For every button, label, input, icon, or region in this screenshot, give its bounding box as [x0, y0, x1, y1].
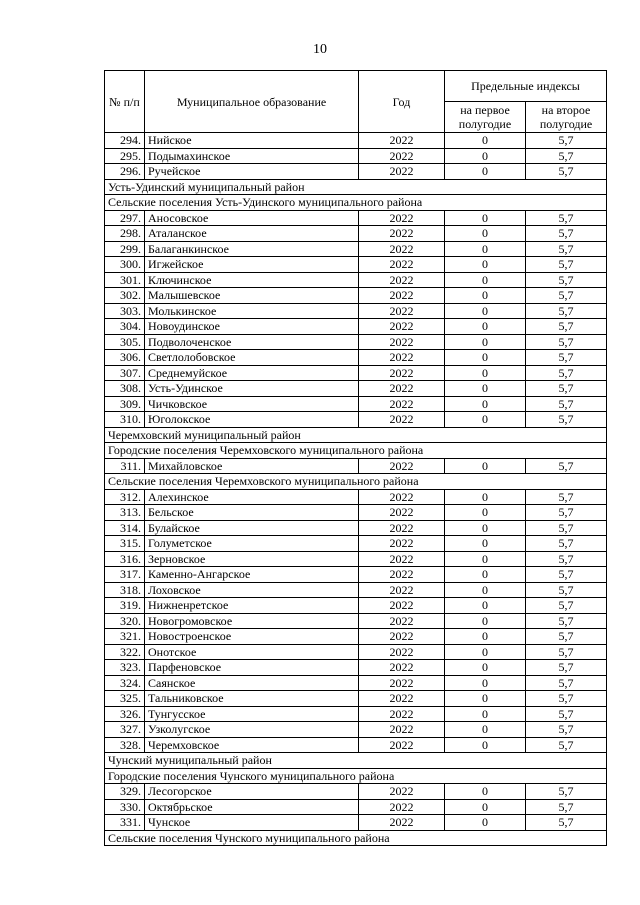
settlement-name: Лоховское	[145, 582, 359, 598]
row-number: 299.	[105, 241, 145, 257]
row-number: 306.	[105, 350, 145, 366]
row-number: 322.	[105, 644, 145, 660]
group-row	[105, 443, 607, 459]
district-row	[105, 179, 607, 195]
table-row	[105, 288, 607, 304]
table-row	[105, 582, 607, 598]
settlement-name: Подымахинское	[145, 148, 359, 164]
first-half-index: 0	[445, 396, 526, 412]
settlement-name: Аталанское	[145, 226, 359, 242]
first-half-index: 0	[445, 148, 526, 164]
settlement-name: Каменно-Ангарское	[145, 567, 359, 583]
year-cell: 2022	[359, 458, 445, 474]
first-half-index: 0	[445, 644, 526, 660]
settlement-name: Парфеновское	[145, 660, 359, 676]
settlement-name: Саянское	[145, 675, 359, 691]
first-half-index: 0	[445, 691, 526, 707]
row-number: 318.	[105, 582, 145, 598]
second-half-index: 5,7	[526, 598, 607, 614]
year-cell: 2022	[359, 815, 445, 831]
year-cell: 2022	[359, 133, 445, 149]
first-half-index: 0	[445, 582, 526, 598]
row-number: 326.	[105, 706, 145, 722]
header-second-half: на второе полугодие	[526, 102, 607, 133]
year-cell: 2022	[359, 319, 445, 335]
settlement-name: Алехинское	[145, 489, 359, 505]
first-half-index: 0	[445, 412, 526, 428]
settlement-name: Молькинское	[145, 303, 359, 319]
second-half-index: 5,7	[526, 334, 607, 350]
row-number: 309.	[105, 396, 145, 412]
year-cell: 2022	[359, 706, 445, 722]
settlement-name: Новоудинское	[145, 319, 359, 335]
first-half-index: 0	[445, 210, 526, 226]
year-cell: 2022	[359, 660, 445, 676]
settlement-name: Онотское	[145, 644, 359, 660]
table-row	[105, 629, 607, 645]
second-half-index: 5,7	[526, 226, 607, 242]
group-heading: Сельские поселения Чунского муниципального района	[105, 830, 607, 846]
settlement-name: Светлолобовское	[145, 350, 359, 366]
second-half-index: 5,7	[526, 272, 607, 288]
district-row	[105, 427, 607, 443]
row-number: 297.	[105, 210, 145, 226]
first-half-index: 0	[445, 365, 526, 381]
first-half-index: 0	[445, 381, 526, 397]
table-row	[105, 334, 607, 350]
year-cell: 2022	[359, 799, 445, 815]
first-half-index: 0	[445, 722, 526, 738]
settlement-name: Нижненретское	[145, 598, 359, 614]
second-half-index: 5,7	[526, 660, 607, 676]
year-cell: 2022	[359, 365, 445, 381]
table-row	[105, 458, 607, 474]
second-half-index: 5,7	[526, 675, 607, 691]
header-name: Муниципальное образование	[145, 71, 359, 133]
settlement-name: Булайское	[145, 520, 359, 536]
district-heading: Чунский муниципальный район	[105, 753, 607, 769]
group-row	[105, 830, 607, 846]
year-cell: 2022	[359, 164, 445, 180]
first-half-index: 0	[445, 350, 526, 366]
row-number: 315.	[105, 536, 145, 552]
table-row	[105, 691, 607, 707]
row-number: 320.	[105, 613, 145, 629]
second-half-index: 5,7	[526, 148, 607, 164]
row-number: 328.	[105, 737, 145, 753]
second-half-index: 5,7	[526, 691, 607, 707]
settlement-name: Аносовское	[145, 210, 359, 226]
table-row	[105, 613, 607, 629]
first-half-index: 0	[445, 737, 526, 753]
settlement-name: Юголокское	[145, 412, 359, 428]
header-num: № п/п	[105, 71, 145, 133]
settlement-name: Узколугское	[145, 722, 359, 738]
year-cell: 2022	[359, 505, 445, 521]
first-half-index: 0	[445, 226, 526, 242]
row-number: 316.	[105, 551, 145, 567]
settlement-name: Ручейское	[145, 164, 359, 180]
table-row	[105, 365, 607, 381]
second-half-index: 5,7	[526, 319, 607, 335]
year-cell: 2022	[359, 722, 445, 738]
row-number: 298.	[105, 226, 145, 242]
settlement-name: Малышевское	[145, 288, 359, 304]
table-row	[105, 675, 607, 691]
settlement-name: Октябрьское	[145, 799, 359, 815]
row-number: 304.	[105, 319, 145, 335]
year-cell: 2022	[359, 272, 445, 288]
second-half-index: 5,7	[526, 350, 607, 366]
second-half-index: 5,7	[526, 257, 607, 273]
year-cell: 2022	[359, 381, 445, 397]
group-row	[105, 768, 607, 784]
second-half-index: 5,7	[526, 706, 607, 722]
year-cell: 2022	[359, 226, 445, 242]
first-half-index: 0	[445, 675, 526, 691]
row-number: 295.	[105, 148, 145, 164]
second-half-index: 5,7	[526, 396, 607, 412]
table-row	[105, 272, 607, 288]
district-heading: Черемховский муниципальный район	[105, 427, 607, 443]
first-half-index: 0	[445, 272, 526, 288]
year-cell: 2022	[359, 536, 445, 552]
year-cell: 2022	[359, 489, 445, 505]
settlement-name: Подволоченское	[145, 334, 359, 350]
second-half-index: 5,7	[526, 458, 607, 474]
table-row	[105, 567, 607, 583]
table-row	[105, 706, 607, 722]
first-half-index: 0	[445, 629, 526, 645]
second-half-index: 5,7	[526, 784, 607, 800]
table-row	[105, 412, 607, 428]
settlement-name: Бельское	[145, 505, 359, 521]
settlement-name: Ключинское	[145, 272, 359, 288]
table-row	[105, 644, 607, 660]
row-number: 327.	[105, 722, 145, 738]
table-row	[105, 381, 607, 397]
table-row	[105, 350, 607, 366]
table-body	[105, 133, 607, 846]
second-half-index: 5,7	[526, 536, 607, 552]
first-half-index: 0	[445, 241, 526, 257]
first-half-index: 0	[445, 660, 526, 676]
row-number: 311.	[105, 458, 145, 474]
header-indices: Предельные индексы	[445, 71, 607, 102]
first-half-index: 0	[445, 334, 526, 350]
row-number: 313.	[105, 505, 145, 521]
year-cell: 2022	[359, 675, 445, 691]
first-half-index: 0	[445, 458, 526, 474]
year-cell: 2022	[359, 288, 445, 304]
settlement-name: Новогромовское	[145, 613, 359, 629]
table-row	[105, 241, 607, 257]
year-cell: 2022	[359, 644, 445, 660]
table-row	[105, 319, 607, 335]
year-cell: 2022	[359, 350, 445, 366]
first-half-index: 0	[445, 288, 526, 304]
second-half-index: 5,7	[526, 210, 607, 226]
table-row	[105, 257, 607, 273]
second-half-index: 5,7	[526, 164, 607, 180]
row-number: 301.	[105, 272, 145, 288]
row-number: 324.	[105, 675, 145, 691]
year-cell: 2022	[359, 241, 445, 257]
group-row	[105, 195, 607, 211]
table-row	[105, 660, 607, 676]
first-half-index: 0	[445, 815, 526, 831]
row-number: 317.	[105, 567, 145, 583]
year-cell: 2022	[359, 334, 445, 350]
settlement-name: Чичковское	[145, 396, 359, 412]
second-half-index: 5,7	[526, 799, 607, 815]
row-number: 300.	[105, 257, 145, 273]
second-half-index: 5,7	[526, 412, 607, 428]
second-half-index: 5,7	[526, 288, 607, 304]
table-row	[105, 303, 607, 319]
row-number: 307.	[105, 365, 145, 381]
table-header	[105, 71, 607, 133]
year-cell: 2022	[359, 396, 445, 412]
table-row	[105, 148, 607, 164]
table-row	[105, 396, 607, 412]
second-half-index: 5,7	[526, 365, 607, 381]
second-half-index: 5,7	[526, 520, 607, 536]
table-row	[105, 133, 607, 149]
first-half-index: 0	[445, 489, 526, 505]
second-half-index: 5,7	[526, 551, 607, 567]
settlement-name: Зерновское	[145, 551, 359, 567]
second-half-index: 5,7	[526, 381, 607, 397]
table-row	[105, 551, 607, 567]
row-number: 296.	[105, 164, 145, 180]
row-number: 321.	[105, 629, 145, 645]
settlement-name: Новостроенское	[145, 629, 359, 645]
table-row	[105, 536, 607, 552]
first-half-index: 0	[445, 613, 526, 629]
settlement-name: Лесогорское	[145, 784, 359, 800]
table-row	[105, 784, 607, 800]
row-number: 314.	[105, 520, 145, 536]
table-row	[105, 505, 607, 521]
settlement-name: Игжейское	[145, 257, 359, 273]
year-cell: 2022	[359, 737, 445, 753]
group-heading: Городские поселения Чунского муниципального района	[105, 768, 607, 784]
year-cell: 2022	[359, 582, 445, 598]
row-number: 302.	[105, 288, 145, 304]
header-first-half: на первое полугодие	[445, 102, 526, 133]
second-half-index: 5,7	[526, 303, 607, 319]
row-number: 330.	[105, 799, 145, 815]
group-heading: Сельские поселения Черемховского муниципального района	[105, 474, 607, 490]
row-number: 329.	[105, 784, 145, 800]
table-row	[105, 799, 607, 815]
row-number: 325.	[105, 691, 145, 707]
year-cell: 2022	[359, 691, 445, 707]
row-number: 308.	[105, 381, 145, 397]
row-number: 319.	[105, 598, 145, 614]
year-cell: 2022	[359, 520, 445, 536]
table-row	[105, 722, 607, 738]
indices-table	[104, 70, 607, 846]
settlement-name: Михайловское	[145, 458, 359, 474]
district-heading: Усть-Удинский муниципальный район	[105, 179, 607, 195]
settlement-name: Среднемуйское	[145, 365, 359, 381]
header-year: Год	[359, 71, 445, 133]
first-half-index: 0	[445, 164, 526, 180]
second-half-index: 5,7	[526, 489, 607, 505]
second-half-index: 5,7	[526, 241, 607, 257]
second-half-index: 5,7	[526, 133, 607, 149]
first-half-index: 0	[445, 257, 526, 273]
second-half-index: 5,7	[526, 567, 607, 583]
first-half-index: 0	[445, 784, 526, 800]
table-row	[105, 598, 607, 614]
row-number: 323.	[105, 660, 145, 676]
year-cell: 2022	[359, 784, 445, 800]
first-half-index: 0	[445, 567, 526, 583]
second-half-index: 5,7	[526, 505, 607, 521]
first-half-index: 0	[445, 303, 526, 319]
settlement-name: Усть-Удинское	[145, 381, 359, 397]
first-half-index: 0	[445, 706, 526, 722]
first-half-index: 0	[445, 799, 526, 815]
settlement-name: Чунское	[145, 815, 359, 831]
second-half-index: 5,7	[526, 644, 607, 660]
year-cell: 2022	[359, 629, 445, 645]
year-cell: 2022	[359, 257, 445, 273]
year-cell: 2022	[359, 613, 445, 629]
district-row	[105, 753, 607, 769]
year-cell: 2022	[359, 567, 445, 583]
row-number: 294.	[105, 133, 145, 149]
year-cell: 2022	[359, 303, 445, 319]
row-number: 310.	[105, 412, 145, 428]
first-half-index: 0	[445, 505, 526, 521]
group-row	[105, 474, 607, 490]
page-number: 10	[313, 42, 327, 57]
first-half-index: 0	[445, 319, 526, 335]
row-number: 305.	[105, 334, 145, 350]
group-heading: Сельские поселения Усть-Удинского муниципального района	[105, 195, 607, 211]
first-half-index: 0	[445, 520, 526, 536]
year-cell: 2022	[359, 412, 445, 428]
second-half-index: 5,7	[526, 613, 607, 629]
year-cell: 2022	[359, 148, 445, 164]
row-number: 331.	[105, 815, 145, 831]
first-half-index: 0	[445, 536, 526, 552]
settlement-name: Тальниковское	[145, 691, 359, 707]
first-half-index: 0	[445, 551, 526, 567]
year-cell: 2022	[359, 598, 445, 614]
second-half-index: 5,7	[526, 722, 607, 738]
first-half-index: 0	[445, 598, 526, 614]
second-half-index: 5,7	[526, 737, 607, 753]
table-row	[105, 164, 607, 180]
settlement-name: Черемховское	[145, 737, 359, 753]
settlement-name: Тунгусское	[145, 706, 359, 722]
second-half-index: 5,7	[526, 629, 607, 645]
second-half-index: 5,7	[526, 815, 607, 831]
table-row	[105, 489, 607, 505]
row-number: 312.	[105, 489, 145, 505]
year-cell: 2022	[359, 551, 445, 567]
settlement-name: Балаганкинское	[145, 241, 359, 257]
first-half-index: 0	[445, 133, 526, 149]
table-row	[105, 210, 607, 226]
table-row	[105, 737, 607, 753]
table-row	[105, 520, 607, 536]
year-cell: 2022	[359, 210, 445, 226]
second-half-index: 5,7	[526, 582, 607, 598]
settlement-name: Голуметское	[145, 536, 359, 552]
table-row	[105, 815, 607, 831]
group-heading: Городские поселения Черемховского муниципального района	[105, 443, 607, 459]
table-row	[105, 226, 607, 242]
settlement-name: Нийское	[145, 133, 359, 149]
row-number: 303.	[105, 303, 145, 319]
